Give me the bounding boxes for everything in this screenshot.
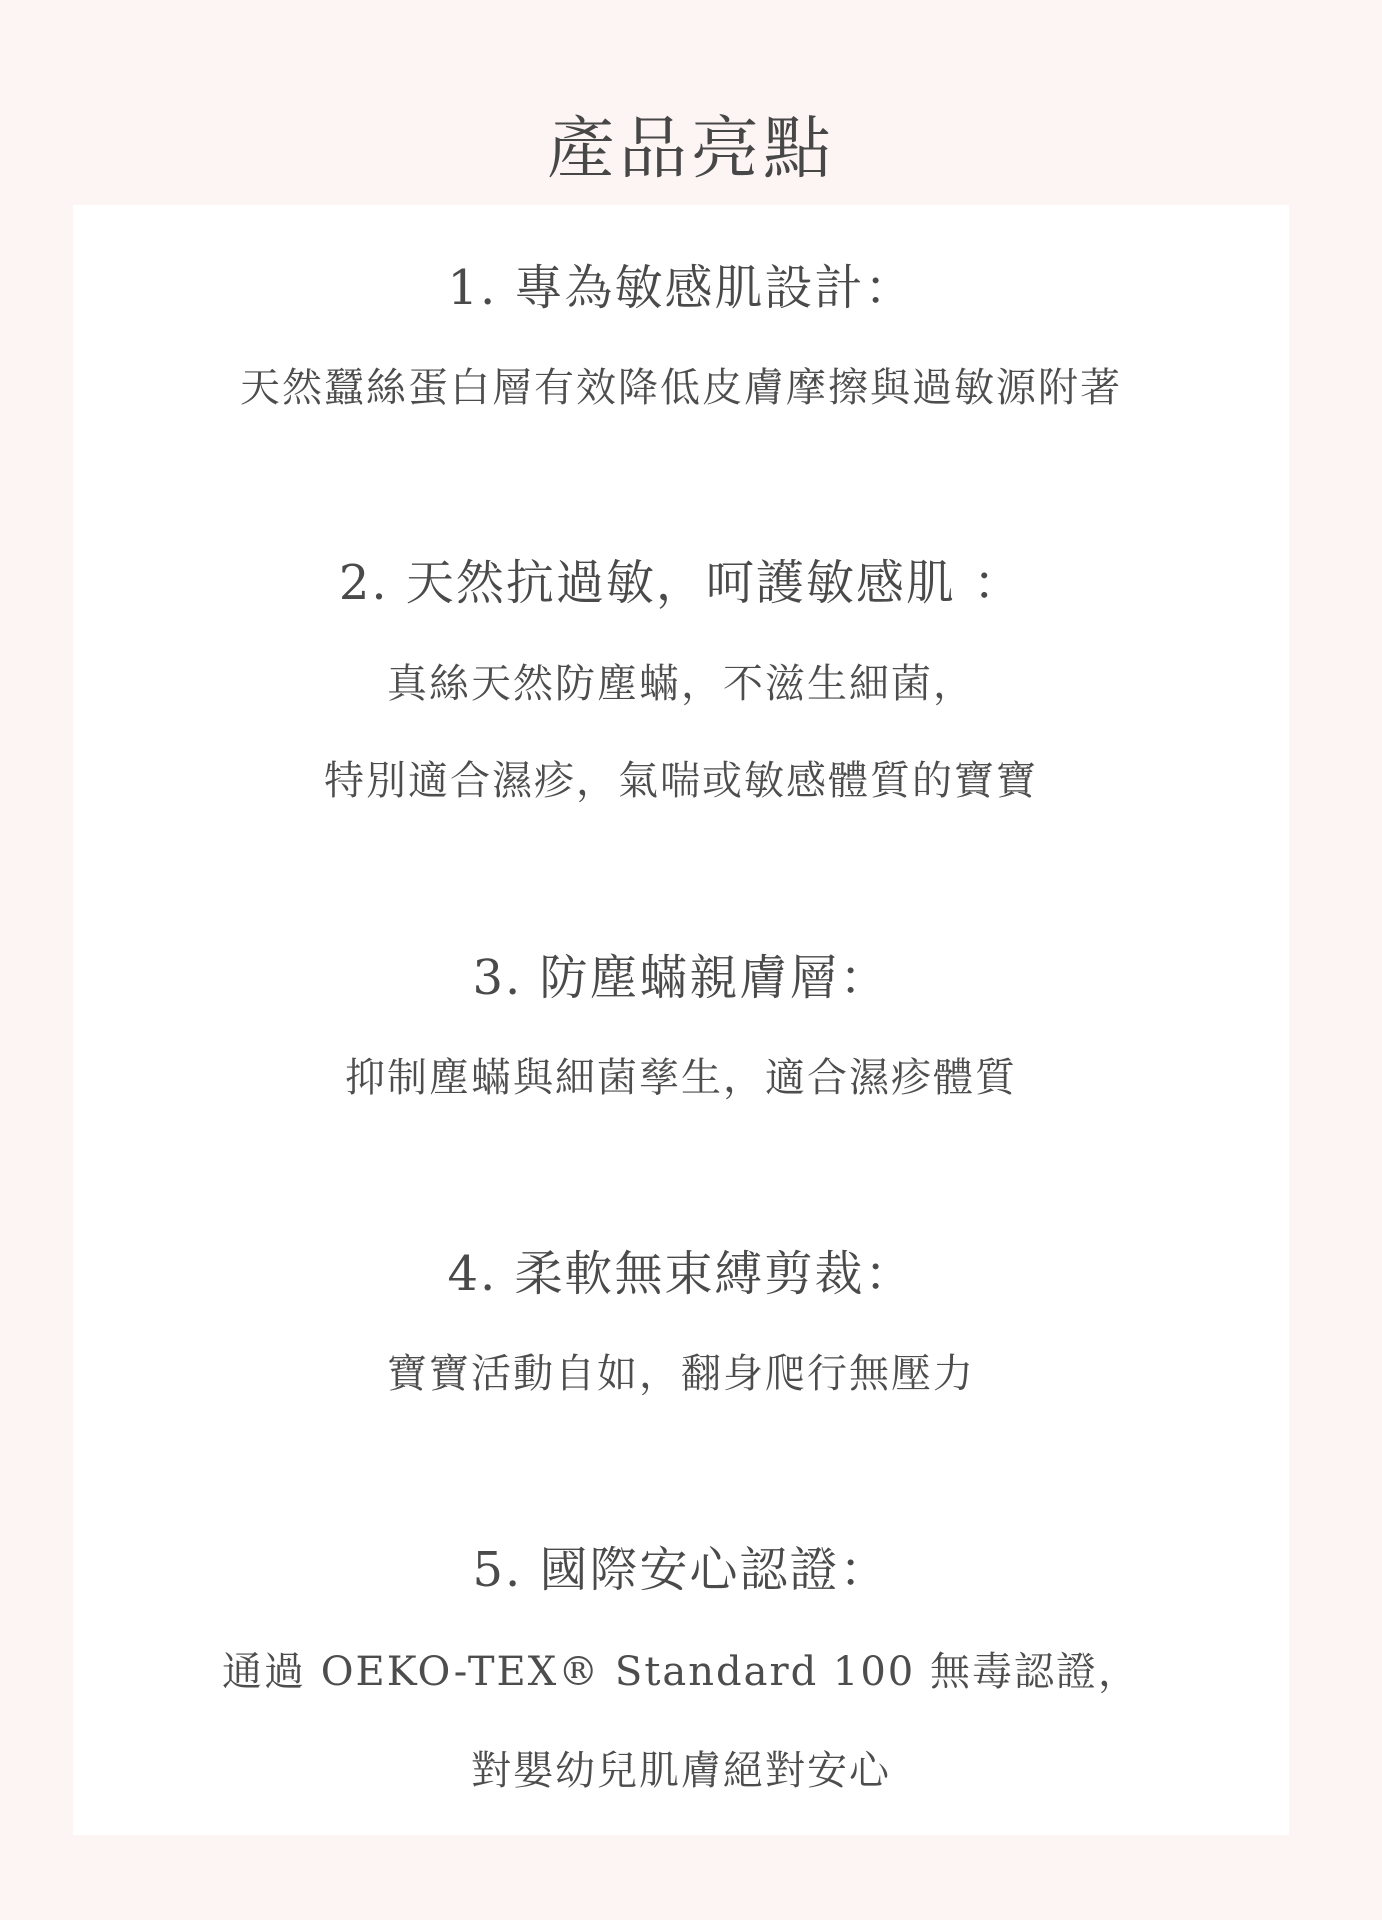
feature-2-text-2: 特別適合濕疹，氣喘或敏感體質的寶寶 (324, 758, 1038, 804)
feature-3-heading: 3. 防塵蟎親膚層： (472, 950, 890, 1006)
feature-5-text-1: 通過 OEKO-TEX® Standard 100 無毒認證， (222, 1649, 1140, 1695)
feature-3-text: 抑制塵蟎與細菌孳生，適合濕疹體質 (345, 1055, 1017, 1101)
feature-2-text-1: 真絲天然防塵蟎，不滋生細菌， (387, 661, 975, 707)
feature-1-text: 天然蠶絲蛋白層有效降低皮膚摩擦與過敏源附著 (240, 365, 1122, 411)
page-title: 產品亮點 (546, 110, 835, 189)
feature-4-text: 寶寶活動自如，翻身爬行無壓力 (387, 1351, 975, 1397)
feature-5-heading: 5. 國際安心認證： (472, 1542, 890, 1598)
feature-2-heading: 2. 天然抗過敏，呵護敏感肌 ： (338, 555, 1024, 611)
feature-1-heading: 1. 專為敏感肌設計： (447, 260, 915, 316)
highlights-card (73, 205, 1289, 1835)
feature-4-heading: 4. 柔軟無束縛剪裁： (447, 1246, 915, 1302)
feature-5-text-2: 對嬰幼兒肌膚絕對安心 (471, 1748, 891, 1794)
